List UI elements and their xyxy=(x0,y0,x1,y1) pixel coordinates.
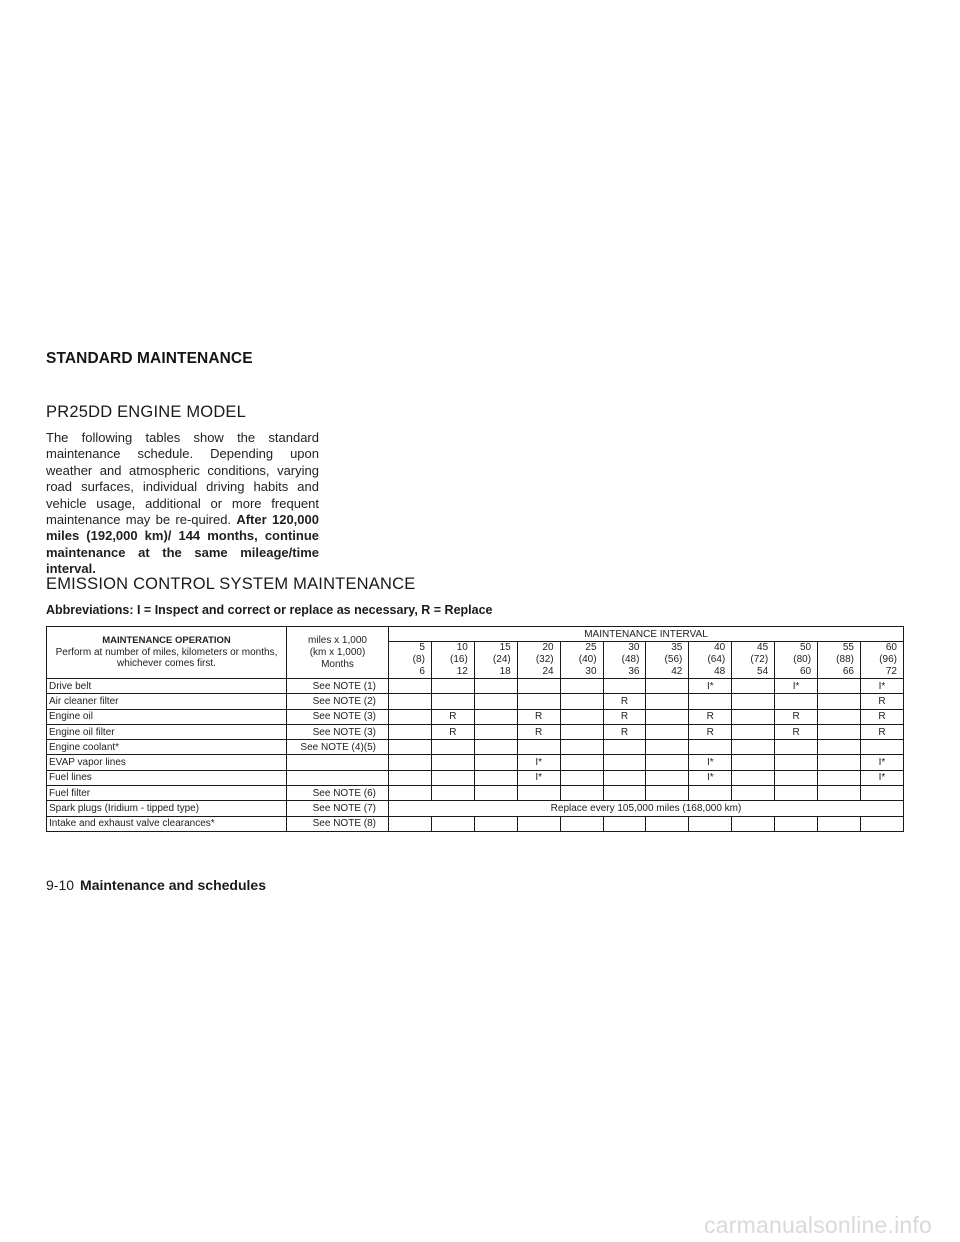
interval-km-value: (56) xyxy=(664,654,683,665)
interval-value-cell xyxy=(732,709,775,724)
interval-header: MAINTENANCE INTERVAL xyxy=(389,627,904,642)
interval-value-cell xyxy=(474,679,517,694)
table-row xyxy=(47,755,904,770)
interval-value-cell xyxy=(474,740,517,755)
interval-value-cell xyxy=(646,786,689,801)
note-cell: See NOTE (8) xyxy=(287,816,389,831)
interval-mo-value: 72 xyxy=(885,666,897,677)
interval-value-cell xyxy=(689,694,732,709)
interval-value-cell: I* xyxy=(689,770,732,785)
unit-miles-label: miles x 1,000 xyxy=(308,634,367,646)
interval-value-cell: R xyxy=(517,724,560,739)
interval-value-cell xyxy=(732,786,775,801)
interval-km-value: (80) xyxy=(793,654,812,665)
interval-value-cell xyxy=(474,724,517,739)
interval-value-cell xyxy=(560,816,603,831)
table-row xyxy=(47,801,904,816)
interval-value-cell: R xyxy=(689,709,732,724)
interval-mo-value: 42 xyxy=(671,666,683,677)
operation-cell: Engine oil xyxy=(47,709,287,724)
interval-mi-value: 60 xyxy=(885,642,897,653)
maintenance-schedule-table xyxy=(46,626,904,832)
interval-mi-value: 45 xyxy=(757,642,769,653)
interval-value-cell xyxy=(646,724,689,739)
interval-value-cell: I* xyxy=(689,679,732,694)
interval-mo-value: 30 xyxy=(585,666,597,677)
interval-header-cell xyxy=(389,642,432,679)
interval-value-cell xyxy=(732,740,775,755)
interval-value-cell xyxy=(818,816,861,831)
interval-value-cell xyxy=(646,740,689,755)
operation-cell: Engine coolant* xyxy=(47,740,287,755)
interval-value-cell xyxy=(818,724,861,739)
interval-value-cell xyxy=(646,694,689,709)
interval-value-cell xyxy=(603,770,646,785)
interval-value-cell xyxy=(646,755,689,770)
interval-value-cell: I* xyxy=(517,755,560,770)
interval-value-cell xyxy=(431,694,474,709)
interval-value-cell xyxy=(860,816,903,831)
interval-value-cell xyxy=(560,770,603,785)
interval-mo-value: 24 xyxy=(542,666,554,677)
interval-value-cell xyxy=(775,816,818,831)
interval-value-cell xyxy=(431,770,474,785)
interval-value-cell xyxy=(732,694,775,709)
interval-mo-value: 48 xyxy=(714,666,726,677)
interval-value-cell xyxy=(689,786,732,801)
interval-value-cell xyxy=(775,740,818,755)
schedule-body xyxy=(47,679,904,832)
page-footer xyxy=(46,877,266,893)
operation-cell: Engine oil filter xyxy=(47,724,287,739)
abbreviations-line: Abbreviations: I = Inspect and correct or replace as necessary, R = Replace xyxy=(46,603,493,617)
interval-value-cell: R xyxy=(860,694,903,709)
interval-header-cell xyxy=(818,642,861,679)
interval-span-cell: Replace every 105,000 miles (168,000 km) xyxy=(389,801,904,816)
interval-value-cell xyxy=(431,786,474,801)
interval-value-cell xyxy=(389,770,432,785)
interval-value-cell xyxy=(474,770,517,785)
interval-value-cell xyxy=(560,755,603,770)
interval-value-cell xyxy=(431,679,474,694)
interval-header-cell xyxy=(603,642,646,679)
interval-header-cell xyxy=(732,642,775,679)
interval-value-cell xyxy=(775,694,818,709)
interval-mo-value: 18 xyxy=(499,666,511,677)
interval-value-cell xyxy=(775,770,818,785)
table-row xyxy=(47,694,904,709)
interval-value-cell: R xyxy=(517,709,560,724)
interval-value-cell xyxy=(818,786,861,801)
operation-cell: Air cleaner filter xyxy=(47,694,287,709)
interval-value-cell xyxy=(689,816,732,831)
interval-value-cell xyxy=(646,709,689,724)
interval-value-cell xyxy=(517,786,560,801)
interval-value-cell xyxy=(389,816,432,831)
operation-cell: Fuel lines xyxy=(47,770,287,785)
interval-value-cell xyxy=(818,679,861,694)
interval-mi-value: 35 xyxy=(671,642,683,653)
interval-value-cell xyxy=(603,740,646,755)
interval-value-cell xyxy=(389,755,432,770)
interval-header-cell xyxy=(860,642,903,679)
interval-value-cell xyxy=(560,740,603,755)
interval-value-cell xyxy=(818,755,861,770)
interval-header-cell xyxy=(560,642,603,679)
interval-header-cell xyxy=(474,642,517,679)
interval-km-value: (40) xyxy=(578,654,597,665)
operation-header-title: MAINTENANCE OPERATION xyxy=(102,635,231,647)
interval-value-cell xyxy=(818,740,861,755)
operation-cell: Drive belt xyxy=(47,679,287,694)
interval-mi-value: 10 xyxy=(456,642,468,653)
interval-value-cell xyxy=(732,724,775,739)
interval-value-cell: R xyxy=(603,724,646,739)
interval-value-cell xyxy=(431,740,474,755)
interval-header-cell xyxy=(517,642,560,679)
interval-header-cell xyxy=(646,642,689,679)
interval-value-cell xyxy=(818,770,861,785)
interval-header-cell xyxy=(775,642,818,679)
interval-value-cell: I* xyxy=(860,770,903,785)
interval-value-cell xyxy=(603,755,646,770)
unit-months-label: Months xyxy=(321,658,354,670)
interval-value-cell: R xyxy=(775,709,818,724)
interval-value-cell: R xyxy=(689,724,732,739)
interval-value-cell: R xyxy=(860,709,903,724)
interval-value-cell xyxy=(474,755,517,770)
interval-value-cell xyxy=(560,709,603,724)
note-cell: See NOTE (4)(5) xyxy=(287,740,389,755)
interval-value-cell xyxy=(517,816,560,831)
interval-mo-value: 6 xyxy=(419,666,425,677)
intro-paragraph xyxy=(46,430,319,578)
interval-value-cell xyxy=(517,694,560,709)
interval-value-cell xyxy=(603,786,646,801)
note-cell: See NOTE (3) xyxy=(287,724,389,739)
note-cell: See NOTE (1) xyxy=(287,679,389,694)
interval-value-cell xyxy=(689,740,732,755)
interval-km-value: (32) xyxy=(535,654,554,665)
interval-value-cell xyxy=(474,709,517,724)
operation-header-subtitle: Perform at number of miles, kilometers or months, whichever comes first. xyxy=(55,646,278,670)
interval-header-cell xyxy=(431,642,474,679)
interval-km-value: (48) xyxy=(621,654,640,665)
interval-km-value: (24) xyxy=(492,654,511,665)
interval-value-cell xyxy=(389,709,432,724)
interval-mi-value: 40 xyxy=(714,642,726,653)
operation-header xyxy=(47,627,287,679)
interval-value-cell: R xyxy=(603,709,646,724)
interval-value-cell xyxy=(860,740,903,755)
table-row xyxy=(47,740,904,755)
note-cell: See NOTE (7) xyxy=(287,801,389,816)
operation-cell: EVAP vapor lines xyxy=(47,755,287,770)
interval-value-cell: R xyxy=(603,694,646,709)
table-row xyxy=(47,709,904,724)
model-title: PR25DD ENGINE MODEL xyxy=(46,403,247,421)
interval-km-value: (96) xyxy=(879,654,897,665)
interval-mo-value: 12 xyxy=(456,666,468,677)
interval-value-cell xyxy=(732,770,775,785)
operation-cell: Fuel filter xyxy=(47,786,287,801)
interval-mi-value: 55 xyxy=(842,642,854,653)
interval-value-cell xyxy=(389,694,432,709)
interval-km-value: (64) xyxy=(707,654,726,665)
operation-cell: Spark plugs (Iridium - tipped type) xyxy=(47,801,287,816)
interval-value-cell xyxy=(474,816,517,831)
interval-value-cell: R xyxy=(775,724,818,739)
interval-value-cell: R xyxy=(431,709,474,724)
interval-value-cell xyxy=(775,786,818,801)
interval-value-cell xyxy=(646,770,689,785)
interval-value-cell xyxy=(732,755,775,770)
interval-mi-value: 25 xyxy=(585,642,597,653)
interval-value-cell xyxy=(474,694,517,709)
interval-value-cell xyxy=(560,786,603,801)
interval-value-cell: I* xyxy=(689,755,732,770)
intro-bold-text: After 120,000 miles (192,000 km)/ 144 months, continue maintenance at the same mileage/time interval. xyxy=(46,512,319,577)
interval-value-cell xyxy=(431,755,474,770)
chapter-title: Maintenance and schedules xyxy=(80,877,266,893)
interval-value-cell: R xyxy=(431,724,474,739)
table-row xyxy=(47,679,904,694)
emission-title: EMISSION CONTROL SYSTEM MAINTENANCE xyxy=(46,575,416,593)
page-number: 9-10 xyxy=(46,877,75,893)
interval-value-cell xyxy=(517,679,560,694)
interval-value-cell xyxy=(560,694,603,709)
note-cell xyxy=(287,755,389,770)
interval-value-cell: I* xyxy=(775,679,818,694)
interval-value-cell xyxy=(474,786,517,801)
interval-value-cell xyxy=(603,679,646,694)
interval-km-value: (72) xyxy=(750,654,769,665)
interval-mi-value: 15 xyxy=(499,642,511,653)
interval-value-cell xyxy=(860,786,903,801)
interval-value-cell xyxy=(389,740,432,755)
table-row xyxy=(47,816,904,831)
note-cell: See NOTE (3) xyxy=(287,709,389,724)
interval-value-cell xyxy=(389,786,432,801)
section-title: STANDARD MAINTENANCE xyxy=(46,350,253,367)
interval-value-cell xyxy=(560,724,603,739)
operation-cell: Intake and exhaust valve clearances* xyxy=(47,816,287,831)
interval-km-value: (8) xyxy=(412,654,425,665)
interval-value-cell xyxy=(517,740,560,755)
interval-value-cell xyxy=(389,679,432,694)
interval-value-cell: I* xyxy=(517,770,560,785)
interval-value-cell xyxy=(818,709,861,724)
interval-mo-value: 36 xyxy=(628,666,640,677)
interval-value-cell xyxy=(603,816,646,831)
interval-value-cell xyxy=(389,724,432,739)
interval-value-cell: I* xyxy=(860,755,903,770)
interval-value-cell xyxy=(646,679,689,694)
interval-value-cell xyxy=(646,816,689,831)
interval-mi-value: 50 xyxy=(799,642,812,653)
table-row xyxy=(47,786,904,801)
interval-value-cell: I* xyxy=(860,679,903,694)
note-cell xyxy=(287,770,389,785)
interval-mo-value: 54 xyxy=(757,666,769,677)
interval-mi-value: 30 xyxy=(628,642,640,653)
note-cell: See NOTE (2) xyxy=(287,694,389,709)
watermark: carmanualsonline.info xyxy=(704,1212,932,1238)
interval-header-cell xyxy=(689,642,732,679)
interval-mo-value: 66 xyxy=(842,666,854,677)
interval-mi-value: 5 xyxy=(419,642,425,653)
interval-value-cell xyxy=(560,679,603,694)
unit-header xyxy=(287,627,389,679)
interval-mi-value: 20 xyxy=(542,642,554,653)
interval-value-cell xyxy=(431,816,474,831)
interval-value-cell xyxy=(818,694,861,709)
unit-km-label: (km x 1,000) xyxy=(309,646,366,658)
interval-km-value: (88) xyxy=(836,654,854,665)
intro-text: The following tables show the standard maintenance schedule. Depending upon weather and atmospheric conditions, varying road surfaces, individual driving habits and vehicle usage, additional or more frequent maintenance may be re-quired. xyxy=(46,430,319,528)
interval-mo-value: 60 xyxy=(799,666,812,677)
interval-value-cell: R xyxy=(860,724,903,739)
interval-value-cell xyxy=(732,679,775,694)
note-cell: See NOTE (6) xyxy=(287,786,389,801)
table-row xyxy=(47,770,904,785)
table-row xyxy=(47,724,904,739)
interval-value-cell xyxy=(775,755,818,770)
interval-km-value: (16) xyxy=(450,654,468,665)
interval-value-cell xyxy=(732,816,775,831)
